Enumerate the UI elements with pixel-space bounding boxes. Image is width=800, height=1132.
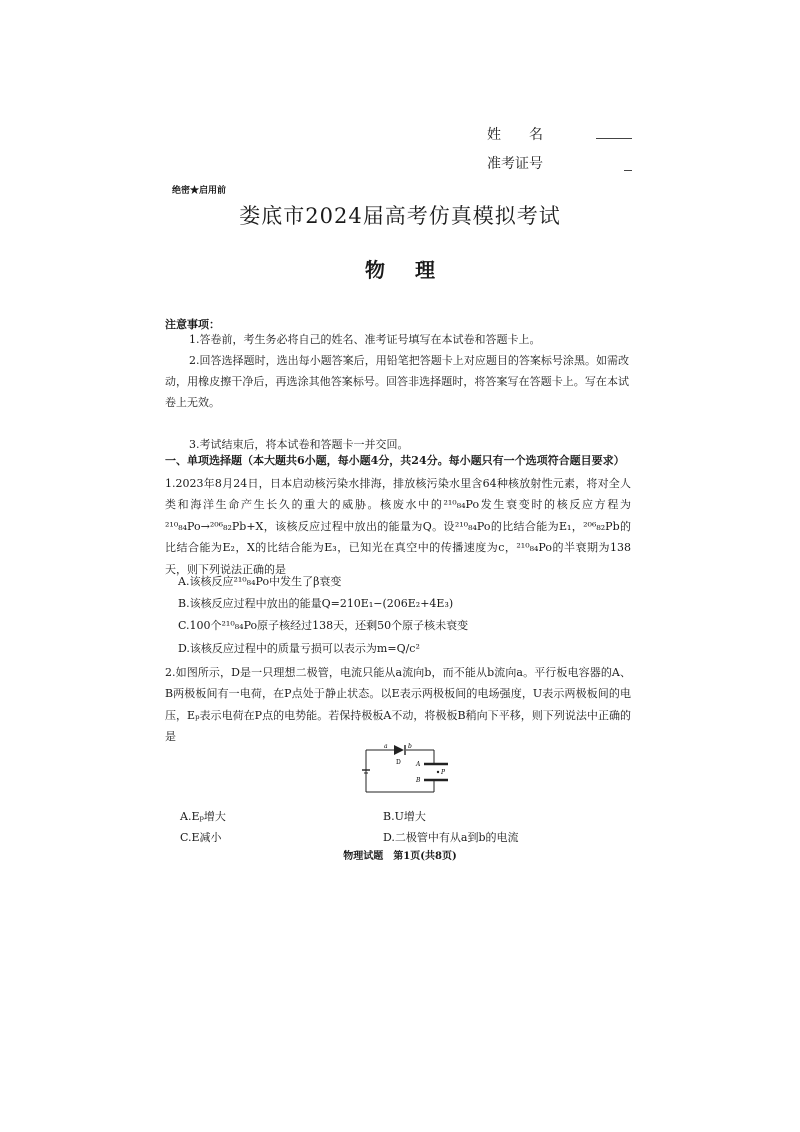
charge-point [437,771,439,773]
q2-option-a: A.Eₚ增大 [180,810,226,823]
name-blank-line[interactable] [596,138,632,139]
note-item-1: 1.答卷前，考生务必将自己的姓名、准考证号填写在本试卷和答题卡上。 [189,333,541,346]
note-item-3: 3.考试结束后，将本试卷和答题卡一并交回。 [189,438,409,451]
label-plate-b: B [416,777,421,784]
label-b: b [408,743,412,750]
q1-option-a: A.该核反应²¹⁰₈₄Po中发生了β衰变 [178,575,342,588]
label-p: P [441,769,446,776]
notes-heading: 注意事项： [165,318,220,331]
question-2-stem: 2.如图所示，D是一只理想二极管，电流只能从a流向b，而不能从b流向a。平行板电容器的A、B两极板间有一电荷，在P点处于静止状态。以E表示两极板间的电场强度，U表示两极板间的电压，Eₚ表示电荷在P点的电势能。若保持极板A不动，将极板B稍向下平移，则下列说法中正确的是 [165,666,631,744]
secret-mark: 绝密★启用前 [172,186,227,196]
q2-option-b: B.U增大 [383,810,426,823]
page-footer: 物理试题 第1页(共8页) [343,851,457,862]
q2-option-d: D.二极管中有从a到b的电流 [383,831,519,844]
label-plate-a: A [416,761,421,768]
q1-option-b: B.该核反应过程中放出的能量Q=210E₁−(206E₂+4E₃) [178,597,454,610]
subject-title: 物理 [365,258,465,282]
exam-id-label: 准考证号 [487,156,543,172]
circuit-diagram [360,742,452,804]
name-field [487,124,543,144]
label-a: a [384,743,388,750]
q2-option-c: C.E减小 [180,831,222,844]
question-1-stem: 1.2023年8月24日，日本启动核污染水排海，排放核污染水里含64种核放射性元素，将对全人类和海洋生命产生长久的重大的威胁。核废水中的²¹⁰₈₄Po发生衰变时的核反应方程为²¹⁰₈₄Po→²⁰⁶₈₂Pb+X，该核反应过程中放出的能量为Q。设²¹⁰₈₄Po的比结合能为E₁，²⁰⁶₈₂Pb的比结合能为E₂，X的比结合能为E₃，已知光在真空中的传播速度为c，²¹⁰₈₄Po的半衰期为138天，则下列说法正确的是 [165,477,631,576]
q1-option-d: D.该核反应过程中的质量亏损可以表示为m=Q/c² [178,642,420,655]
exam-id-field [487,153,543,173]
name-label: 姓 名 [487,127,543,143]
exam-id-blank-line[interactable] [624,170,632,171]
label-d: D [396,759,401,766]
diode-icon [394,745,404,755]
exam-title: 娄底市2024届高考仿真模拟考试 [239,204,561,228]
note-item-2: 2.回答选择题时，选出每小题答案后，用铅笔把答题卡上对应题目的答案标号涂黑。如需改动，用橡皮擦干净后，再选涂其他答案标号。回答非选择题时，将答案写在答题卡上。写在本试卷上无效。 [165,354,629,409]
section-heading: 一、单项选择题（本大题共6小题，每小题4分，共24分。每小题只有一个选项符合题目要求） [165,454,625,467]
q1-option-c: C.100个²¹⁰₈₄Po原子核经过138天，还剩50个原子核未衰变 [178,619,469,632]
